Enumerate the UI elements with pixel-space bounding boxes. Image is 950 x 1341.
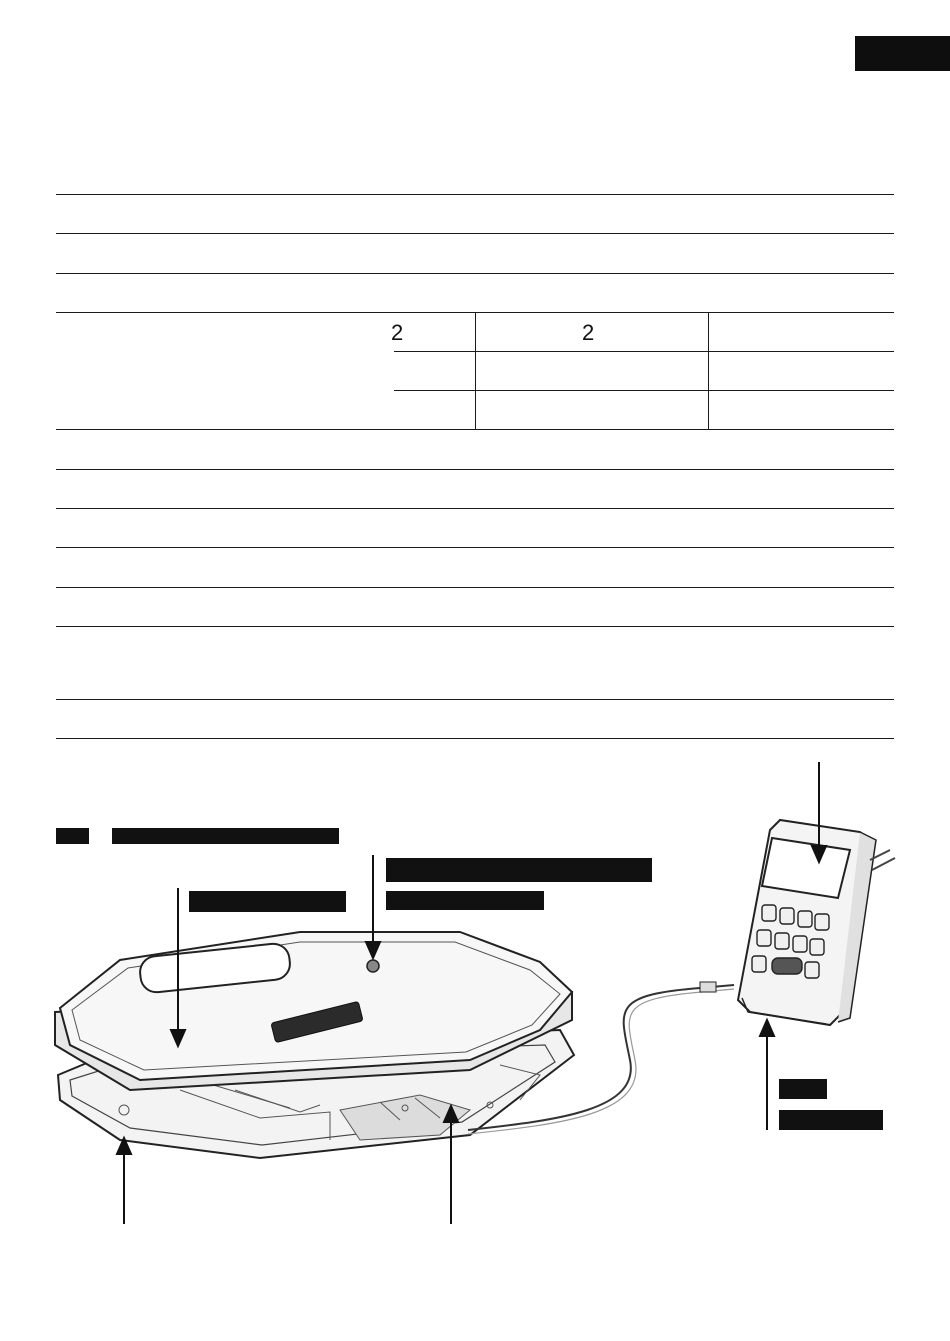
table-rule xyxy=(56,738,894,739)
table-rule xyxy=(394,351,894,352)
table-rule xyxy=(56,547,894,548)
key-icon xyxy=(762,905,776,921)
table-rule xyxy=(56,626,894,627)
table-cell-value: 2 xyxy=(391,320,404,345)
table-rule xyxy=(394,390,894,391)
key-icon xyxy=(752,956,766,972)
language-tab xyxy=(855,36,950,71)
cable-connector xyxy=(700,982,716,992)
scale-illustration xyxy=(0,740,950,1280)
key-icon xyxy=(775,933,789,949)
key-icon xyxy=(815,914,829,930)
table-column-divider xyxy=(475,312,476,430)
table-column-divider xyxy=(708,312,709,430)
key-icon xyxy=(810,939,824,955)
table-rule xyxy=(56,699,894,700)
table-cell-value: 2 xyxy=(582,320,595,345)
table-rule xyxy=(56,194,894,195)
key-icon xyxy=(798,911,812,927)
key-icon xyxy=(793,936,807,952)
key-icon xyxy=(780,908,794,924)
table-rule xyxy=(56,508,894,509)
table-rule xyxy=(56,469,894,470)
table-rule xyxy=(56,233,894,234)
table-rule xyxy=(56,273,894,274)
connection-socket xyxy=(367,960,379,972)
key-icon xyxy=(805,962,819,978)
table-rule xyxy=(56,587,894,588)
display-screen xyxy=(762,838,850,898)
key-icon xyxy=(772,958,802,974)
key-icon xyxy=(757,930,771,946)
